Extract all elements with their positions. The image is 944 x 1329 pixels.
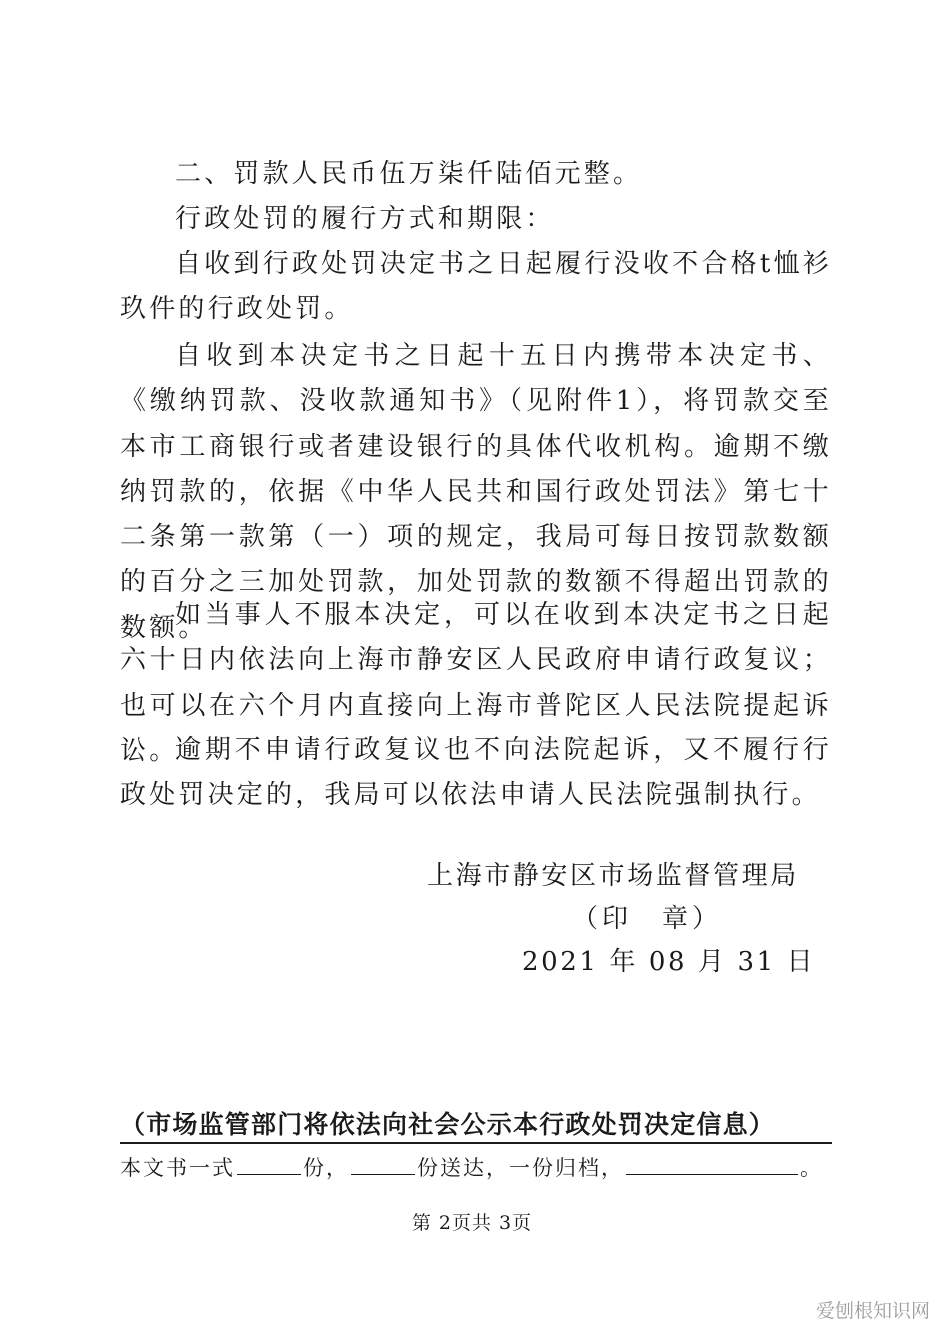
page-number: 第 2页共 3页 [411,1212,533,1234]
public-disclosure-notice: （市场监管部门将依法向社会公示本行政处罚决定信息） [120,1110,776,1139]
copies-text-4: 。 [800,1156,823,1180]
paragraph-fine-amount: 二、罚款人民币伍万柒仟陆佰元整。 [175,159,643,189]
issuing-organization: 上海市静安区市场监督管理局 [427,861,799,891]
copies-line [120,1152,823,1182]
paragraph-payment-deadline: 自收到本决定书之日起十五日内携带本决定书、《缴纳罚款、没收款通知书》（见附件1），将罚款交至本市工商银行或者建设银行的具体代收机构。逾期不缴纳罚款的，依据《中华人民共和国行政处罚法》第七十二条第一款第（一）项的规定，我局可每日按罚款数额的百分之三加处罚款，加处罚款的数额不得超出罚款的数额。 [120,341,832,643]
copies-blank-served [351,1152,415,1175]
copies-text-2: 份， [303,1156,349,1180]
paragraph-appeal-rights: 如当事人不服本决定，可以在收到本决定书之日起六十日内依法向上海市静安区人民政府申请行政复议；也可以在六个月内直接向上海市普陀区人民法院提起诉讼。 [120,600,832,766]
paragraph-payment-method-heading: 行政处罚的履行方式和期限： [175,204,555,234]
divider-line [120,1142,832,1144]
paragraph-enforcement: 逾期不申请行政复议也不向法院起诉，又不履行行政处罚决定的，我局可以依法申请人民法院强制执行。 [120,735,832,811]
paragraph-confiscation: 自收到行政处罚决定书之日起履行没收不合格t恤衫玖件的行政处罚。 [120,249,832,325]
copies-blank-total [237,1152,301,1175]
seal-placeholder: （印 章） [572,904,723,934]
copies-text-3: 份送达，一份归档， [417,1156,624,1180]
issue-date: 2021 年 08 月 31 日 [522,947,816,977]
copies-text-1: 本文书一式 [120,1156,235,1180]
site-watermark: 爱刨根知识网 [815,1300,930,1322]
copies-blank-other [626,1152,798,1175]
